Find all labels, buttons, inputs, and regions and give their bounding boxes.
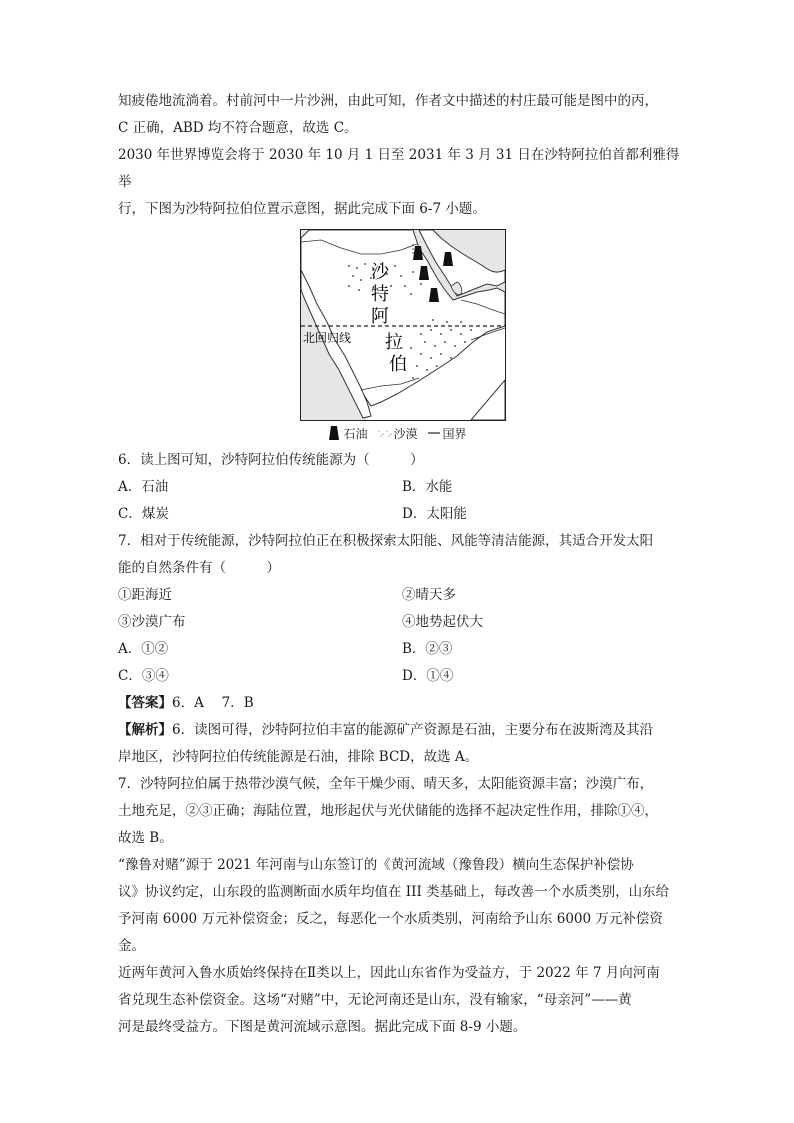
passage-line: 河是最终受益方。下图是黄河流域示意图。据此完成下面 8-9 小题。 bbox=[118, 1019, 527, 1035]
q7-option-c: C．③④ bbox=[118, 668, 169, 684]
q6-option-b: B．水能 bbox=[402, 479, 453, 495]
analysis-line: 土地充足，②③正确；海陆位置，地形起伏与光伏储能的选择不起决定性作用，排除①④， bbox=[118, 803, 658, 819]
country-label-3: 阿 bbox=[371, 306, 389, 326]
q6-options-row-1 bbox=[118, 474, 688, 501]
passage-line: 省兑现生态补偿资金。这场“对赌”中，无论河南还是山东，没有输家，“母亲河”——黄 bbox=[118, 992, 632, 1008]
q6-option-a: A．石油 bbox=[118, 479, 169, 495]
legend-border bbox=[428, 425, 471, 442]
analysis-text-1: 6．读图可得，沙特阿拉伯丰富的能源矿产资源是石油，主要分布在波斯湾及其沿 bbox=[172, 722, 654, 738]
q7-options-row-1 bbox=[118, 636, 688, 663]
q7-option-d: D．①④ bbox=[402, 668, 454, 684]
legend-desert-label: 沙漠 bbox=[393, 426, 418, 441]
legend-border-label: 国界 bbox=[442, 426, 467, 441]
question-7-stem: 7．相对于传统能源，沙特阿拉伯正在积极探索太阳能、风能等清洁能源，其适合开发太阳 bbox=[118, 533, 654, 549]
country-label-1: 沙 bbox=[371, 262, 389, 282]
answer-label: 【答案】 bbox=[118, 695, 172, 711]
question-6-stem: 6．读上图可知，沙特阿拉伯传统能源为（ ） bbox=[118, 452, 424, 468]
oil-legend-icon bbox=[329, 426, 339, 440]
country-label-5: 伯 bbox=[389, 354, 407, 374]
q7-item-4: ④地势起伏大 bbox=[402, 614, 483, 630]
q7-option-a: A．①② bbox=[118, 641, 169, 657]
text-line: 2030 年世界博览会将于 2030 年 10 月 1 日至 2031 年 3 月 31 日在沙特阿拉伯首都利雅得举 bbox=[118, 147, 680, 190]
text-line: C 正确，ABD 均不符合题意，故选 C。 bbox=[118, 120, 358, 136]
passage-line: 予河南 6000 万元补偿资金；反之，每恶化一个水质类别，河南给予山东 6000 万元补偿资金。 bbox=[118, 911, 663, 954]
q7-options-row-2 bbox=[118, 663, 688, 690]
passage-line: 近两年黄河入鲁水质始终保持在Ⅱ类以上，因此山东省作为受益方，于 2022 年 7 月向河南 bbox=[118, 965, 660, 981]
q7-item-1: ①距海近 bbox=[118, 587, 172, 603]
q6-option-c: C．煤炭 bbox=[118, 506, 169, 522]
legend-oil bbox=[329, 425, 371, 442]
q7-item-2: ②晴天多 bbox=[402, 587, 456, 603]
q7-items-row-1 bbox=[118, 582, 688, 609]
tropic-label: 北回归线 bbox=[303, 331, 352, 345]
border-legend-icon bbox=[428, 430, 440, 436]
answer-text: 6．A 7．B bbox=[172, 695, 254, 711]
saudi-map bbox=[300, 229, 506, 421]
question-7-stem-cont: 能的自然条件有（ ） bbox=[118, 560, 280, 576]
map-legend bbox=[300, 425, 506, 441]
analysis-line bbox=[118, 717, 688, 744]
passage-line: 议》协议约定，山东段的监测断面水质年均值在 III 类基础上，每改善一个水质类别，山东给 bbox=[118, 884, 670, 900]
analysis-label: 【解析】 bbox=[118, 722, 172, 738]
analysis-line: 故选 B。 bbox=[118, 830, 173, 846]
country-label-2: 特 bbox=[371, 284, 389, 304]
country-label-4: 拉 bbox=[385, 332, 403, 352]
legend-desert bbox=[377, 425, 421, 442]
q6-option-d: D．太阳能 bbox=[402, 506, 467, 522]
q7-items-row-2 bbox=[118, 609, 688, 636]
desert-legend-icon bbox=[377, 428, 393, 438]
q6-options-row-2 bbox=[118, 501, 688, 528]
analysis-line: 7．沙特阿拉伯属于热带沙漠气候，全年干燥少雨、晴天多，太阳能资源丰富；沙漠广布， bbox=[118, 776, 654, 792]
text-line: 行，下图为沙特阿拉伯位置示意图，据此完成下面 6-7 小题。 bbox=[118, 201, 486, 217]
page-content bbox=[118, 88, 688, 1041]
analysis-line: 岸地区，沙特阿拉伯传统能源是石油，排除 BCD，故选 A。 bbox=[118, 749, 479, 765]
answer-line bbox=[118, 690, 688, 717]
legend-oil-label: 石油 bbox=[343, 426, 368, 441]
saudi-map-figure bbox=[300, 229, 506, 441]
q7-item-3: ③沙漠广布 bbox=[118, 614, 186, 630]
q7-option-b: B．②③ bbox=[402, 641, 453, 657]
text-line: 知疲倦地流淌着。村前河中一片沙洲，由此可知，作者文中描述的村庄最可能是图中的丙， bbox=[118, 93, 658, 109]
passage-line: “豫鲁对赌”源于 2021 年河南与山东签订的《黄河流域（豫鲁段）横向生态保护补偿协 bbox=[118, 857, 634, 873]
